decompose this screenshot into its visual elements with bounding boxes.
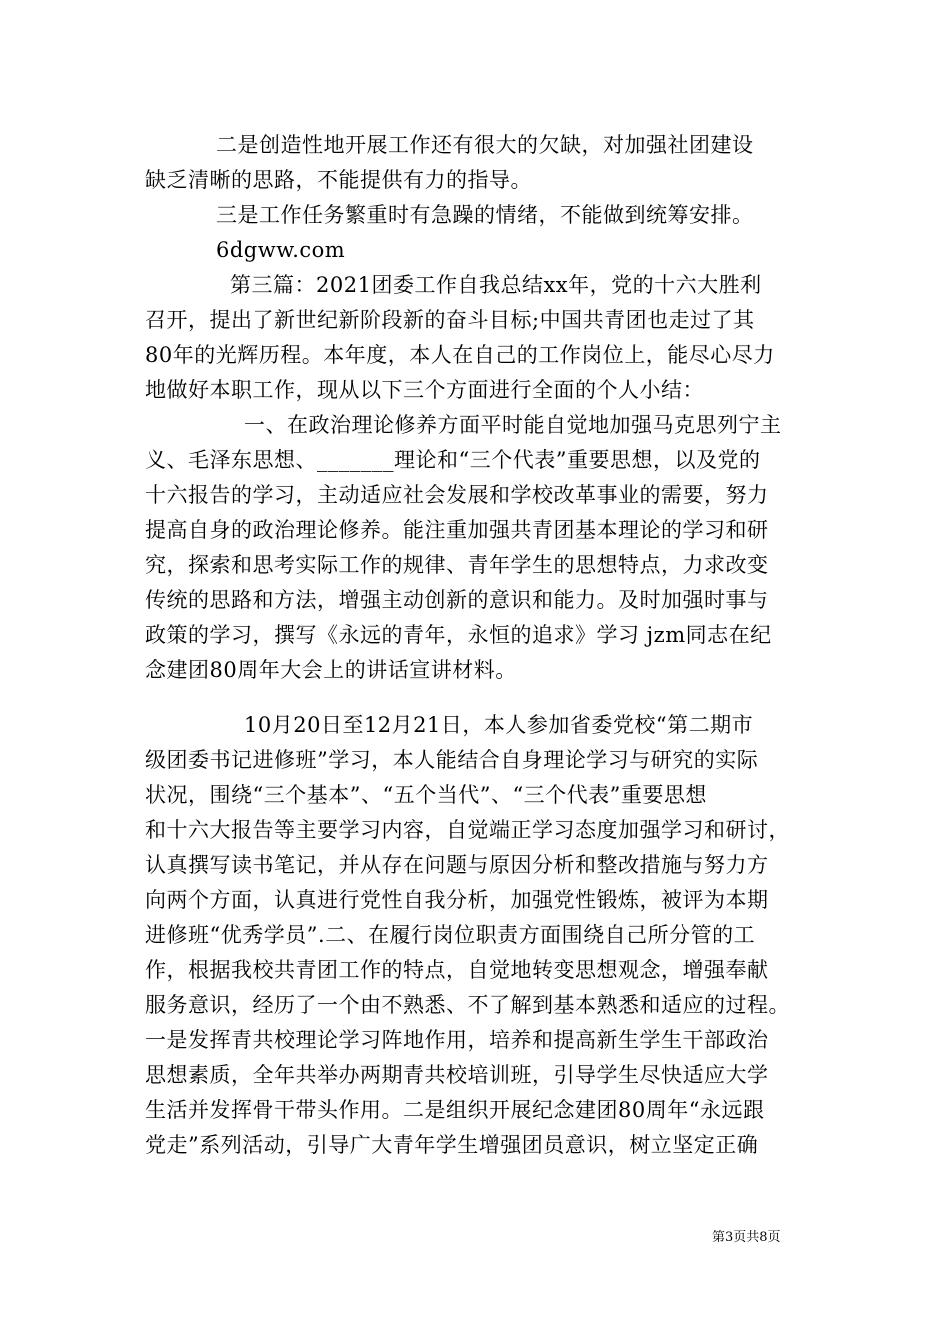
- text-line: 80年的光辉历程。本年度，本人在自己的工作岗位上，能尽心尽力: [145, 343, 775, 367]
- text-line: 10月20日至12月21日，本人参加省委党校“第二期市: [244, 713, 754, 737]
- text-line: 政策的学习，撰写《永远的青年，永恒的追求》学习 jzm同志在纪: [145, 623, 772, 647]
- page-number-footer: 第3页共8页: [712, 1230, 781, 1245]
- text-line: 作，根据我校共青团工作的特点，自觉地转变思想观念，增强奉献: [145, 958, 769, 982]
- text-line: 状况，围绕“三个基本”、“五个当代”、“三个代表”重要思想: [145, 783, 707, 807]
- text-line: 第三篇：2021团委工作自我总结xx年，党的十六大胜利: [230, 273, 762, 297]
- text-line: 和十六大报告等主要学习内容，自觉端正学习态度加强学习和研讨，: [145, 818, 790, 842]
- text-line: 认真撰写读书笔记，并从存在问题与原因分析和整改措施与努力方: [145, 853, 769, 877]
- text-line: 一、在政治理论修养方面平时能自觉地加强马克思列宁主: [244, 413, 782, 437]
- text-line: 十六报告的学习，主动适应社会发展和学校改革事业的需要，努力: [145, 483, 769, 507]
- text-line: 传统的思路和方法，增强主动创新的意识和能力。及时加强时事与: [145, 588, 769, 612]
- text-line: 向两个方面，认真进行党性自我分析，加强党性锻炼，被评为本期: [145, 888, 769, 912]
- text-line: 一是发挥青共校理论学习阵地作用，培养和提高新生学生干部政治: [145, 1028, 769, 1052]
- text-line: 提高自身的政治理论修养。能注重加强共青团基本理论的学习和研: [145, 518, 769, 542]
- text-line: 服务意识，经历了一个由不熟悉、不了解到基本熟悉和适应的过程。: [145, 993, 790, 1017]
- text-line: 究，探索和思考实际工作的规律、青年学生的思想特点，力求改变: [145, 553, 769, 577]
- text-line: 进修班“优秀学员”.二、在履行岗位职责方面围绕自己所分管的工: [145, 923, 756, 947]
- text-line: 召开，提出了新世纪新阶段新的奋斗目标;中国共青团也走过了其: [145, 308, 755, 332]
- text-line: 6dgww.com: [216, 238, 346, 262]
- text-line: 级团委书记进修班”学习，本人能结合自身理论学习与研究的实际: [145, 748, 759, 772]
- text-line: 生活并发挥骨干带头作用。二是组织开展纪念建团80周年“永远跟: [145, 1098, 765, 1122]
- text-line: 地做好本职工作，现从以下三个方面进行全面的个人小结：: [145, 378, 704, 402]
- text-line: 念建团80周年大会上的讲话宣讲材料。: [145, 658, 517, 682]
- text-line: 义、毛泽东思想、_______理论和“三个代表”重要思想，以及党的: [145, 448, 761, 472]
- text-line: 缺乏清晰的思路，不能提供有力的指导。: [145, 168, 532, 192]
- text-line: 思想素质，全年共举办两期青共校培训班，引导学生尽快适应大学: [145, 1063, 769, 1087]
- text-line: 党走”系列活动，引导广大青年学生增强团员意识，树立坚定正确: [145, 1133, 759, 1157]
- text-line: 二是创造性地开展工作还有很大的欠缺，对加强社团建设: [216, 133, 754, 157]
- text-line: 三是工作任务繁重时有急躁的情绪，不能做到统筹安排。: [216, 203, 754, 227]
